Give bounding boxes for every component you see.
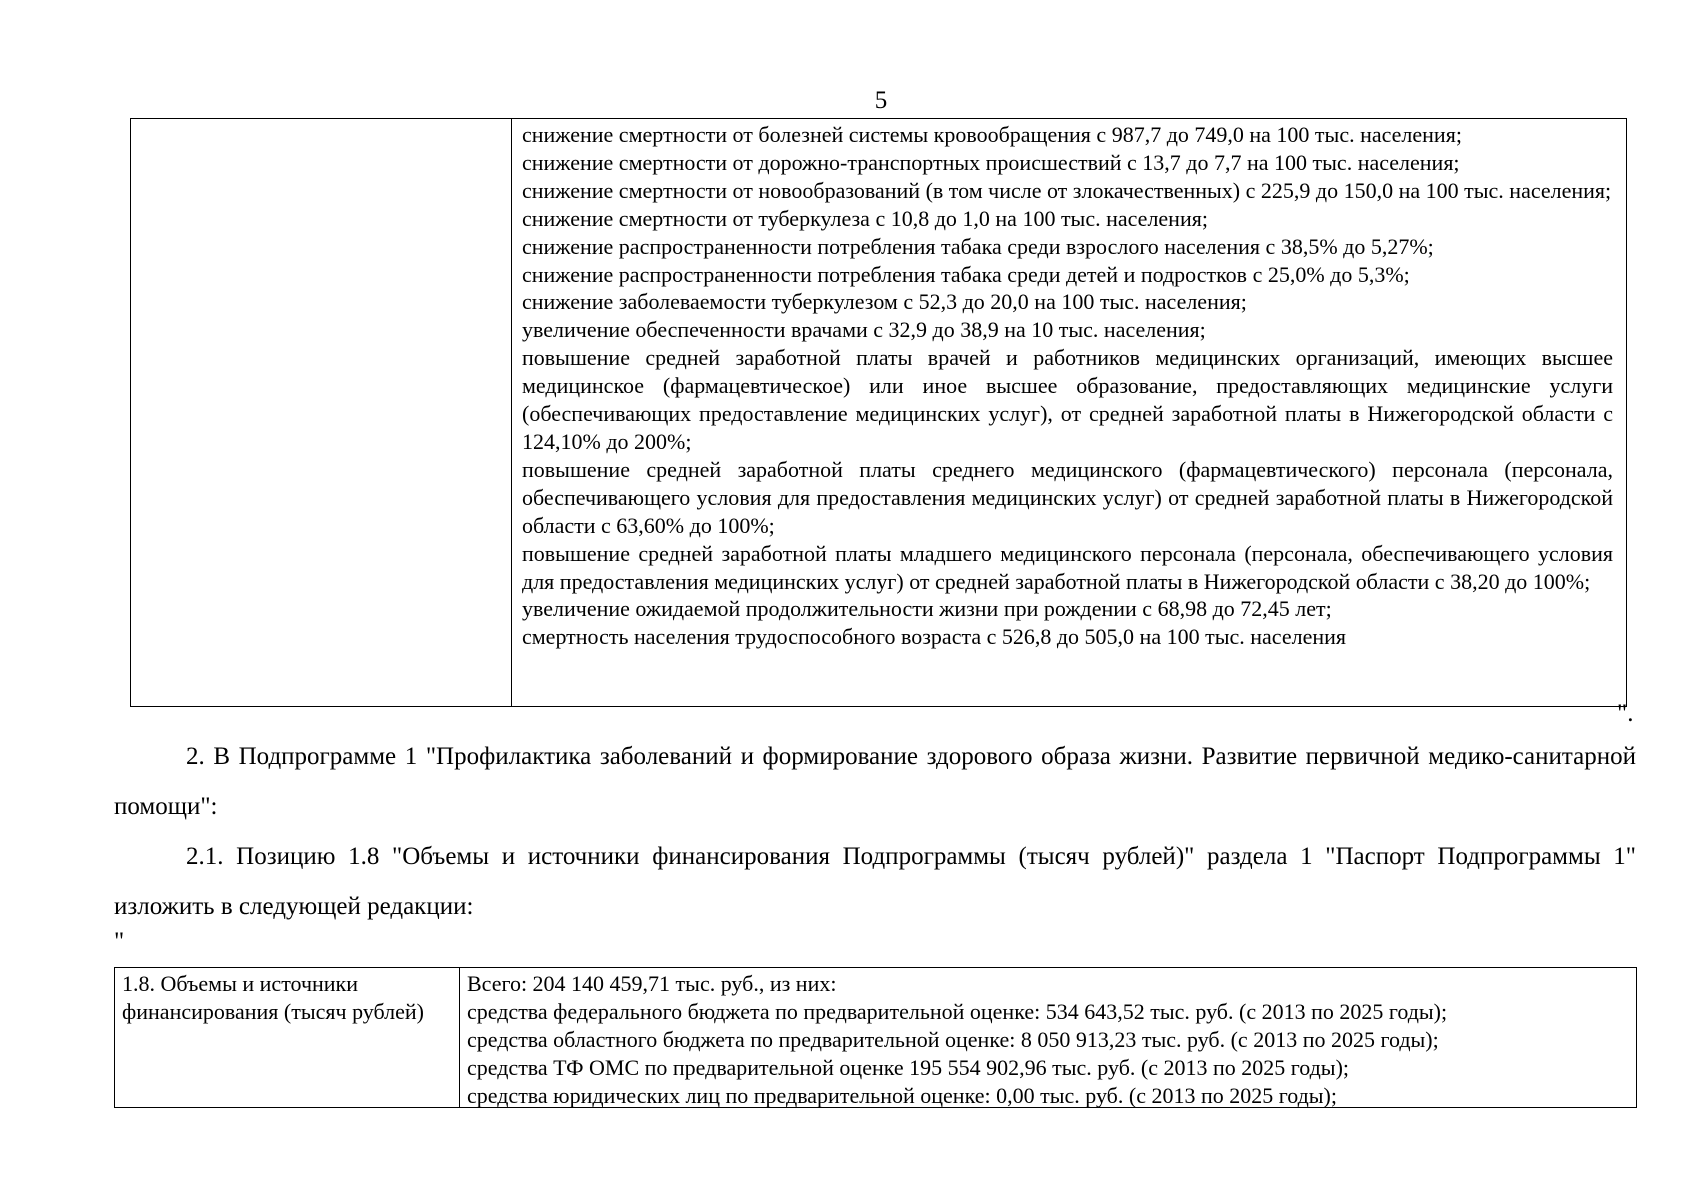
target-item: повышение средней заработной платы врачей и работников медицинских организаций, имеющих высшее медицинское (фармацевтическое) или иное высшее образование, предоставляющих медицинские услуги (обеспечивающих предоставление медицинских услуг), от средней заработной платы в Нижегородской области с 124,10% до 200%; bbox=[522, 345, 1613, 454]
financing-line: средства ТФ ОМС по предварительной оценке 195 554 902,96 тыс. руб. (с 2013 по 2025 годы); bbox=[467, 1054, 1350, 1080]
targets-table bbox=[130, 118, 1627, 707]
opening-quote: " bbox=[114, 928, 125, 955]
target-item: повышение средней заработной платы младшего медицинского персонала (персонала, обеспечивающего условия для предоставления медицинских услуг) от средней заработной платы в Нижегородской области с 38,20 до 100%; bbox=[522, 540, 1613, 594]
financing-line: средства юридических лиц по предварительной оценке: 0,00 тыс. руб. (с 2013 по 2025 годы); bbox=[467, 1082, 1337, 1108]
target-item: снижение смертности от болезней системы кровообращения с 987,7 до 749,0 на 100 тыс. населения; bbox=[522, 122, 1462, 147]
target-item: повышение средней заработной платы среднего медицинского (фармацевтического) персонала (персонала, обеспечивающего условия для предоставления медицинских услуг) от средней заработной платы в Нижегородской области с 63,60% до 100%; bbox=[522, 456, 1613, 538]
targets-table-label-cell bbox=[131, 119, 512, 706]
paragraph-subprogram-1 bbox=[114, 732, 1636, 832]
paragraph-text: 2.1. Позицию 1.8 "Объемы и источники финансирования Подпрограммы (тысяч рублей)" раздела 1 "Паспорт Подпрограммы 1" изложить в следующей редакции: bbox=[114, 843, 1636, 920]
target-item: увеличение ожидаемой продолжительности жизни при рождении с 68,98 до 72,45 лет; bbox=[522, 596, 1332, 622]
target-item: снижение смертности от новообразований (в том числе от злокачественных) с 225,9 до 150,0 на 100 тыс. населения; bbox=[522, 177, 1612, 203]
financing-line: средства областного бюджета по предварительной оценке: 8 050 913,23 тыс. руб. (с 2013 по 2025 годы); bbox=[467, 1026, 1439, 1052]
target-item: снижение распространенности потребления табака среди детей и подростков с 25,0% до 5,3%; bbox=[522, 261, 1410, 287]
target-item: снижение смертности от дорожно-транспортных происшествий с 13,7 до 7,7 на 100 тыс. населения; bbox=[522, 149, 1460, 175]
target-item: снижение распространенности потребления табака среди взрослого населения с 38,5% до 5,27%; bbox=[522, 233, 1434, 259]
financing-table bbox=[114, 967, 1637, 1108]
target-item: увеличение обеспеченности врачами с 32,9 до 38,9 на 10 тыс. населения; bbox=[522, 317, 1206, 343]
closing-quote: ". bbox=[1617, 700, 1634, 727]
financing-content-cell bbox=[467, 970, 1627, 1110]
target-item: снижение смертности от туберкулеза с 10,8 до 1,0 на 100 тыс. населения; bbox=[522, 205, 1208, 231]
page-number: 5 bbox=[874, 87, 888, 114]
target-item: смертность населения трудоспособного возраста с 526,8 до 505,0 на 100 тыс. населения bbox=[522, 624, 1347, 650]
paragraph-position-1-8 bbox=[114, 832, 1636, 932]
financing-line: средства федерального бюджета по предварительной оценке: 534 643,52 тыс. руб. (с 2013 по 2025 годы); bbox=[467, 998, 1448, 1024]
target-item: снижение заболеваемости туберкулезом с 52,3 до 20,0 на 100 тыс. населения; bbox=[522, 289, 1247, 315]
paragraph-text: 2. В Подпрограмме 1 "Профилактика заболеваний и формирование здорового образа жизни. Развитие первичной медико-санитарной помощи": bbox=[114, 743, 1636, 820]
financing-label-cell: 1.8. Объемы и источники финансирования (тысяч рублей) bbox=[115, 968, 460, 1107]
financing-line: Всего: 204 140 459,71 тыс. руб., из них: bbox=[467, 971, 837, 996]
targets-table-content-cell bbox=[522, 121, 1613, 651]
